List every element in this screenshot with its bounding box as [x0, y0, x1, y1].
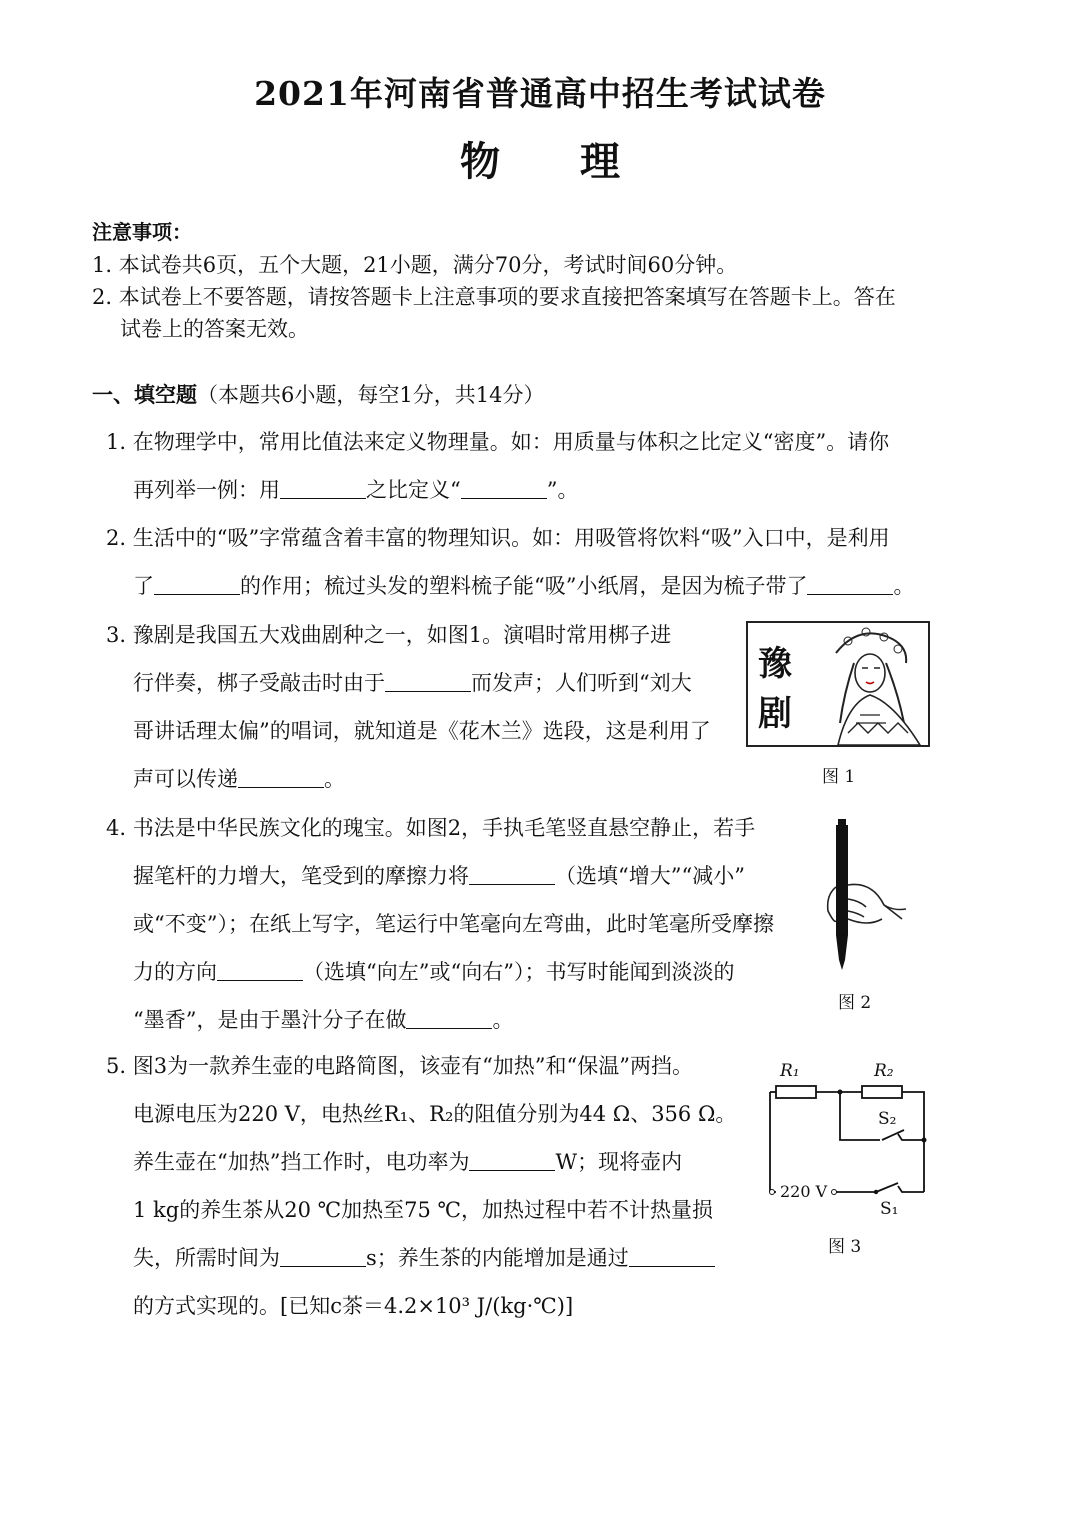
label-r2: R₂	[874, 1061, 894, 1081]
q3-blank-1[interactable]	[385, 669, 471, 692]
resistor-r1	[776, 1086, 816, 1098]
q5-blank-3[interactable]	[629, 1244, 715, 1267]
q5-blank-1[interactable]	[469, 1148, 555, 1171]
q2-text-c: 。	[893, 574, 915, 598]
q2-text-b: 的作用；梳过头发的塑料梳子能“吸”小纸屑，是因为梳子带了	[240, 574, 808, 598]
q2-blank-2[interactable]	[807, 572, 893, 595]
q1-text-c: ”。	[546, 478, 579, 502]
q1-line-1: 1. 在物理学中，常用比值法来定义物理量。如：用质量与体积之比定义“密度”。请你	[106, 430, 890, 454]
q3-line-4	[133, 765, 345, 793]
q5-text-b: W；现将壶内	[555, 1150, 683, 1174]
figure-2-brush	[812, 815, 912, 975]
q3-line-1: 3. 豫剧是我国五大戏曲剧种之一，如图1。演唱时常用梆子进	[106, 623, 672, 647]
q4-text-d: （选填“向左”或“向右”）；书写时能闻到淡淡的	[303, 960, 735, 984]
q4-blank-3[interactable]	[406, 1006, 492, 1029]
q2-blank-1[interactable]	[154, 572, 240, 595]
q4-line-4	[133, 958, 734, 986]
subject-char-1: 物	[460, 138, 500, 185]
q2-text-a: 了	[133, 574, 154, 598]
opera-illustration	[748, 623, 928, 745]
label-s2: S₂	[878, 1109, 897, 1129]
notice-item-1: 1. 本试卷共6页，五个大题，21小题，满分70分，考试时间60分钟。	[92, 253, 738, 277]
q5-line-6: 的方式实现的。[已知c茶＝4.2×10³ J/(kg·℃)]	[133, 1294, 574, 1318]
resistor-r2	[862, 1086, 902, 1098]
switch-s1	[876, 1183, 898, 1192]
circuit-diagram	[752, 1052, 942, 1222]
q3-text-b: 而发声；人们听到“刘大	[471, 671, 692, 695]
q4-text-a: 握笔杆的力增大，笔受到的摩擦力将	[133, 864, 469, 888]
q5-blank-2[interactable]	[280, 1244, 366, 1267]
q1-text-a: 再列举一例：用	[133, 478, 280, 502]
q5-line-2: 电源电压为220 V，电热丝R₁、R₂的阻值分别为44 Ω、356 Ω。	[133, 1102, 737, 1126]
q3-blank-2[interactable]	[238, 765, 324, 788]
q2-line-2	[133, 572, 914, 600]
q4-blank-1[interactable]	[469, 862, 555, 885]
fig1-char-1: 豫	[758, 644, 792, 684]
notice-item-2-cont: 试卷上的答案无效。	[120, 317, 309, 341]
label-voltage: 220 V	[780, 1182, 828, 1201]
q4-text-c: 力的方向	[133, 960, 217, 984]
notice-heading: 注意事项：	[92, 220, 192, 244]
q4-line-3: 或“不变”）；在纸上写字，笔运行中笔毫向左弯曲，此时笔毫所受摩擦	[133, 912, 774, 936]
q1-line-2	[133, 476, 579, 504]
notice-item-2: 2. 本试卷上不要答题，请按答题卡上注意事项的要求直接把答案填写在答题卡上。答在	[92, 285, 896, 309]
label-s1: S₁	[880, 1199, 899, 1219]
q3-text-c: 声可以传递	[133, 767, 238, 791]
q5-line-1: 5. 图3为一款养生壶的电路简图，该壶有“加热”和“保温”两挡。	[106, 1054, 694, 1078]
figure-3-circuit	[752, 1052, 942, 1222]
subject-title	[0, 130, 1080, 187]
q1-text-b: 之比定义“	[366, 478, 461, 502]
q3-line-3: 哥讲话理太偏”的唱词，就知道是《花木兰》选段，这是利用了	[133, 719, 711, 743]
q5-text-c: 失，所需时间为	[133, 1246, 280, 1270]
q5-text-d: s；养生茶的内能增加是通过	[366, 1246, 629, 1270]
q5-line-5	[133, 1244, 715, 1272]
section-heading	[92, 381, 544, 409]
q5-text-a: 养生壶在“加热”挡工作时，电功率为	[133, 1150, 470, 1174]
section-title: 一、填空题	[92, 382, 197, 407]
q3-text-a: 行伴奏，梆子受敲击时由于	[133, 671, 385, 695]
q5-line-4: 1 kg的养生茶从20 ℃加热至75 ℃，加热过程中若不计热量损	[133, 1198, 713, 1222]
figure-2-caption: 图 2	[838, 993, 872, 1013]
q3-line-2	[133, 669, 692, 697]
label-r1: R₁	[780, 1061, 800, 1081]
section-desc: （本题共6小题，每空1分，共14分）	[197, 383, 545, 407]
q4-blank-2[interactable]	[217, 958, 303, 981]
q2-line-1: 2. 生活中的“吸”字常蕴含着丰富的物理知识。如：用吸管将饮料“吸”入口中，是利用	[106, 526, 890, 550]
q5-line-3	[133, 1148, 682, 1176]
exam-title: 2021年河南省普通高中招生考试试卷	[254, 74, 826, 113]
q1-blank-1[interactable]	[280, 476, 366, 499]
fig1-char-2: 剧	[758, 694, 792, 734]
q3-text-d: 。	[324, 767, 345, 791]
q4-text-b: （选填“增大”“减小”	[555, 864, 745, 888]
figure-1-caption: 图 1	[822, 767, 856, 787]
q4-text-f: 。	[492, 1008, 514, 1032]
brush-illustration	[812, 815, 912, 975]
subject-char-2: 理	[580, 138, 620, 185]
q4-line-5	[133, 1006, 513, 1034]
q4-line-1: 4. 书法是中华民族文化的瑰宝。如图2，手执毛笔竖直悬空静止，若手	[106, 816, 756, 840]
q4-text-e: “墨香”，是由于墨汁分子在做	[133, 1008, 407, 1032]
figure-1-opera	[746, 621, 930, 747]
figure-3-caption: 图 3	[828, 1237, 862, 1257]
q1-blank-2[interactable]	[461, 476, 547, 499]
q4-line-2	[133, 862, 745, 890]
